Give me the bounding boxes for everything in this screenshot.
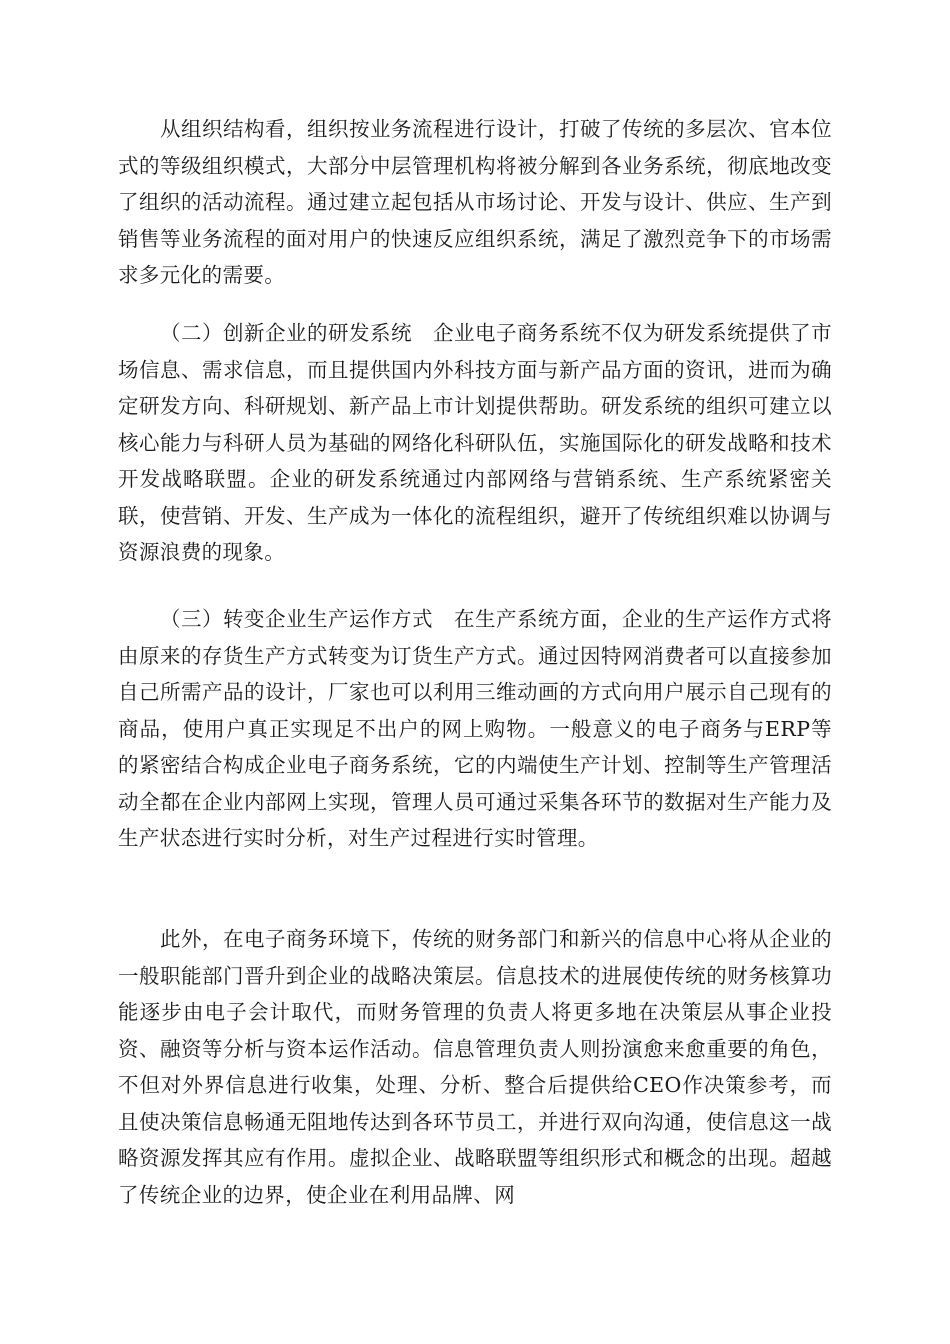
paragraph-finance-information-center: 此外，在电子商务环境下，传统的财务部门和新兴的信息中心将从企业的一般职能部门晋升到企业的战略决策层。信息技术的进展使传统的财务核算功能逐步由电子会计取代，而财务管理的负责人将更多地在决策层从事企业投资、融资等分析与资本运作活动。信息管理负责人则扮演愈来愈重要的角色，不但对外界信息进行收集，处理、分析、整合后提供给CEO作决策参考，而且使决策信息畅通无阻地传达到各环节员工，并进行双向沟通，使信息这一战略资源发挥其应有作用。虚拟企业、战略联盟等组织形式和概念的出现。超越了传统企业的边界，使企业在利用品牌、网 xyxy=(118,927,832,1207)
paragraph-production-operation: （三）转变企业生产运作方式 在生产系统方面，企业的生产运作方式将由原来的存货生产方式转变为订货生产方式。通过因特网消费者可以直接参加自己所需产品的设计，厂家也可以利用三维动画的方式向用户展示自己现有的商品，使用户真正实现足不出户的网上购物。一般意义的电子商务与ERP等的紧密结合构成企业电子商务系统，它的内端使生产计划、控制等生产管理活动全都在企业内部网上实现，管理人员可通过采集各环节的数据对生产能力及生产状态进行实时分析，对生产过程进行实时管理。 xyxy=(118,607,832,850)
paragraph-organization-structure: 从组织结构看，组织按业务流程进行设计，打破了传统的多层次、官本位式的等级组织模式，大部分中层管理机构将被分解到各业务系统，彻底地改变了组织的活动流程。通过建立起包括从市场讨论、开发与设计、供应、生产到销售等业务流程的面对用户的快速反应组织系统，满足了激烈竞争下的市场需求多元化的需要。 xyxy=(118,117,832,287)
paragraph-rnd-system: （二）创新企业的研发系统 企业电子商务系统不仅为研发系统提供了市场信息、需求信息，而且提供国内外科技方面与新产品方面的资讯，进而为确定研发方向、科研规划、新产品上市计划提供帮助。研发系统的组织可建立以核心能力与科研人员为基础的网络化科研队伍，实施国际化的研发战略和技术开发战略联盟。企业的研发系统通过内部网络与营销系统、生产系统紧密关联，使营销、开发、生产成为一体化的流程组织，避开了传统组织难以协调与资源浪费的现象。 xyxy=(118,321,832,564)
